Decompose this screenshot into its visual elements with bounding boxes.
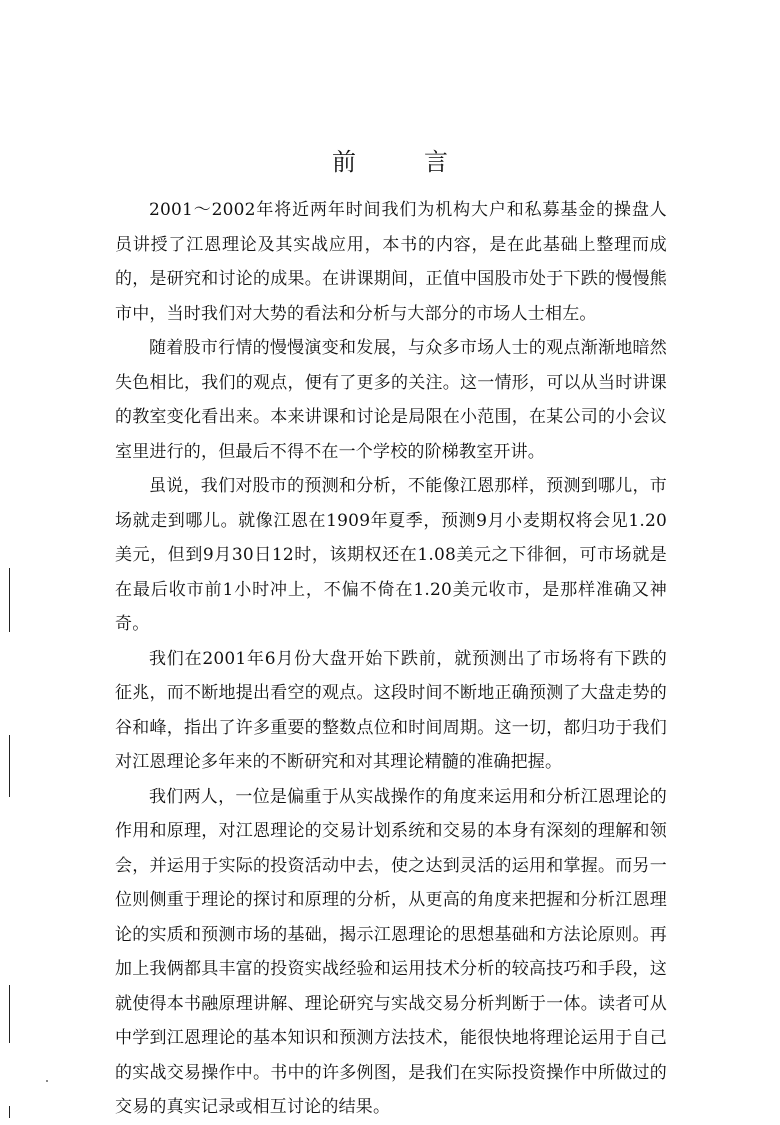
paragraph-1: 2001～2002年将近两年时间我们为机构大户和私募基金的操盘人员讲授了江恩理论及其实战应用，本书的内容，是在此基础上整理而成的，是研究和讨论的成果。在讲课期间，正值中国股市处于下跌的慢慢熊市中，当时我们对大势的看法和分析与大部分的市场人士相左。: [115, 200, 667, 324]
scan-edge-mark: [9, 985, 10, 1043]
paragraph-5: 我们两人，一位是偏重于从实战操作的角度来运用和分析江恩理论的作用和原理，对江恩理论的交易计划系统和交易的本身有深刻的理解和领会，并运用于实际的投资活动中去，使之达到灵活的运用和掌握。而另一位则侧重于理论的探讨和原理的分析，从更高的角度来把握和分析江恩理论的实质和预测市场的基础，揭示江恩理论的思想基础和方法论原则。再加上我俩都具丰富的投资实战经验和运用技术分析的较高技巧和手段，这就使得本书融原理讲解、理论研究与实战交易分析判断于一体。读者可从中学到江恩理论的基本知识和预测方法技术，能很快地将理论运用于自己的实战交易操作中。书中的许多例图，是我们在实际投资操作中所做过的交易的真实记录或相互讨论的结果。: [115, 786, 667, 1117]
paragraph-2: 随着股市行情的慢慢演变和发展，与众多市场人士的观点渐渐地暗然失色相比，我们的观点，便有了更多的关注。这一情形，可以从当时讲课的教室变化看出来。本来讲课和讨论是局限在小范围，在某公司的小会议室里进行的，但最后不得不在一个学校的阶梯教室开讲。: [115, 338, 667, 462]
scan-dust-mark: [46, 1080, 48, 1082]
scan-edge-mark: [9, 735, 10, 797]
page-title: 前 言: [332, 148, 470, 176]
scan-edge-mark: [9, 1106, 10, 1118]
paragraph-4: 我们在2001年6月份大盘开始下跌前，就预测出了市场将有下跌的征兆，而不断地提出看空的观点。这段时间不断地正确预测了大盘走势的谷和峰，指出了许多重要的整数点位和时间周期。这一切，都归功于我们对江恩理论多年来的不断研究和对其理论精髓的准确把握。: [115, 648, 667, 772]
paragraph-3: 虽说，我们对股市的预测和分析，不能像江恩那样，预测到哪儿，市场就走到哪儿。就像江恩在1909年夏季，预测9月小麦期权将会见1.20美元，但到9月30日12时，该期权还在1.08美元之下徘徊，可市场就是在最后收市前1小时冲上，不偏不倚在1.20美元收市，是那样准确又神奇。: [115, 476, 667, 634]
preface-body: [115, 193, 667, 1125]
scan-edge-mark: [9, 568, 10, 632]
